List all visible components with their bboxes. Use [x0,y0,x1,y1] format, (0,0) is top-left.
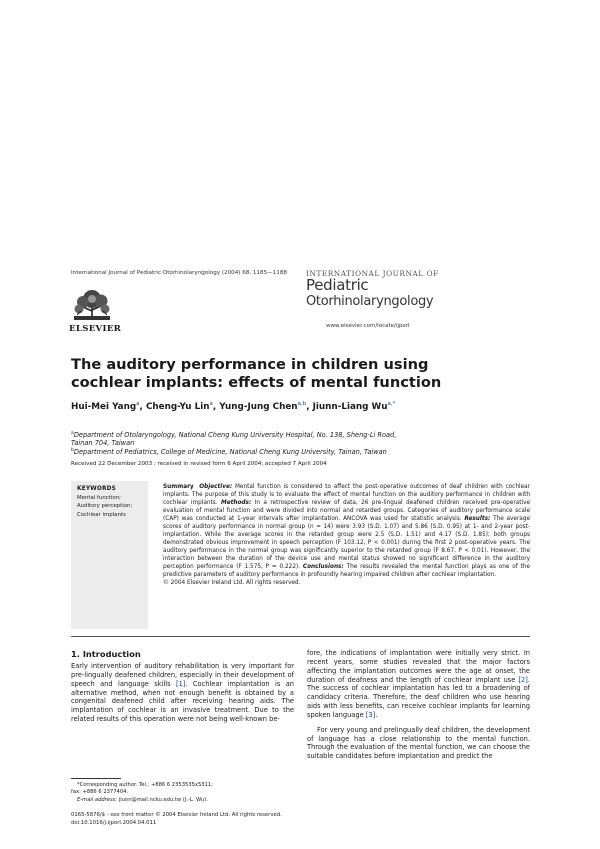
ref-link-3[interactable]: [3] [365,710,376,719]
author-affil-sup[interactable]: a,* [387,401,396,407]
results-text: The average scores of auditory performance in normal group (n = 14) were 3.93 (S.D. 1.07) and 5.86 (S.D. 0.95) at 1- and 2-year post-implantation. While the average scores in the retarded group were 2.5 (S.D. 1.51) and 4.17 (S.D. 1.85); both groups demonstrated obvious improvement in speech perception (F 103.12, P < 0.001) during the first 2 post-operative years. The auditory performance in the normal group was significantly superior to the retarded group (F 8.67, P < 0.01). However, the interaction between the duration of the device use and mental status showed no significant difference in the auditory perception performance (F 1.575, P = 0.222). [163,516,531,570]
author-affil-sup[interactable]: a [209,401,213,407]
doi-line[interactable]: doi:10.1016/j.ijporl.2004.04.011 [71,820,157,826]
intro-right-column [307,649,530,761]
results-label: Results: [464,516,491,522]
affil-sup: a [71,431,74,436]
article-title [71,356,441,392]
author-name: Yung-Jung Chen [219,402,298,412]
journal-title-small: INTERNATIONAL JOURNAL OF [306,269,439,278]
journal-title-line1: Pediatric [306,276,369,294]
keyword-item: Mental function; [77,495,121,501]
intro-heading: 1. Introduction [71,649,141,659]
author-name: Hui-Mei Yang [71,402,137,412]
affil-sup: b [71,448,74,453]
elsevier-tree-logo [71,289,113,321]
affiliation-b [71,447,471,456]
affil-line: Department of Otolaryngology, National Cheng Kung University Hospital, No. 138, Sheng-Li Road, [73,431,397,439]
keywords-box [71,481,148,629]
email-address[interactable]: jiunn@mail.ncku.edu.tw (J.-L. Wu). [118,797,208,803]
abstract [163,483,530,587]
title-line-1: The auditory performance in children using [71,356,429,373]
journal-citation: International Journal of Pediatric Otorhinolaryngology (2004) 68, 1185—1188 [71,270,287,276]
intro-text: . [375,710,378,719]
journal-title-line2: Otorhinolaryngology [306,294,434,309]
methods-text: In a retrospective review of data, 26 pre-lingual deafened children received pre-operative evaluation of mental function and were divided into normal and retarded groups. Categories of auditory performance scale (CAP) was conducted at 1-year intervals after implantation. ANCOVA was used for statistic analysis. [163,500,531,522]
keyword-item: Cochlear implants [77,511,126,518]
publisher-name: ELSEVIER [69,324,122,334]
conclusions-text: The results revealed the mental function plays as one of the predictive parameters of auditory performance in profoundly hearing impaired children after cochlear implantation. [163,564,531,578]
author-list: Hui-Mei Yang$^a$, Cheng-Yu Lin$^a$, Yung-Jung Chen$^{a,b}$, Jiunn-Liang $Wu^{a,*}$ [71,401,396,412]
footnote-rule [71,778,121,779]
ref-link-1[interactable]: [1] [175,679,186,688]
intro-left-column [71,662,294,724]
author-name: Jiunn-Liang Wu [312,402,388,412]
intro-text: . The success of cochlear implantation has led to a broadening of candidacy criteria. Therefore, the deaf children who use hearing aids with less benefits, can receive cochlear implants for learning spoken language [307,675,530,719]
footnote-corresponding: *Corresponding author. Tel.: +886 6 2353535x5311; [77,782,213,788]
intro-text: . Cochlear implantation is an alternative method, when not enough benefit is obtained by a congenital deafened child after receiving hearing aids. The implantation of cochlear is an invasive treatment. Due to the related results of this operation were not being well-known be- [71,679,294,724]
email-label: E-mail address: [77,797,118,803]
affiliation-a [71,430,471,447]
affil-line: Department of Pediatrics, College of Medicine, National Cheng Kung University, Tainan, Taiwan [73,448,387,456]
title-line-2: cochlear implants: effects of mental function [71,374,442,391]
footnote-email [71,797,208,804]
affil-line: Tainan 704, Taiwan [71,439,135,447]
copyright: © 2004 Elsevier Ireland Ltd. All rights reserved. [163,580,301,586]
author-name: Cheng-Yu Lin [145,402,210,412]
intro-paragraph-2: For very young and prelingually deaf children, the development of language has a close relationship to the mental function. Through the evaluation of the mental function, we can choose the suitable candidates before implantation and predict the [307,725,530,761]
ref-link-2[interactable]: [2] [518,675,528,684]
keywords-heading: KEYWORDS [77,486,117,492]
intro-text: fore, the indications of implantation were initially very strict. In recent years, some studies revealed that the major factors affecting the implantation outcomes were the age at onset, the duration of deafness and the length of cochlear implant use [307,649,530,684]
footnote-fax: fax: +886 6 2377404. [71,789,129,795]
author-affil-sup[interactable]: a,b [297,401,307,407]
section-divider [71,636,530,637]
keyword-item: Auditory perception; [77,503,133,510]
methods-label: Methods: [221,500,252,506]
journal-url[interactable]: www.elsevier.com/locate/ijporl [326,323,410,329]
objective-text: Mental function is considered to affect the post-operative outcomes of deaf children with cochlear implants. The purpose of this study is to evaluate the effect of mental function on the auditory performance in children with cochlear implants. [163,484,531,506]
author-affil-sup[interactable]: a [136,401,140,407]
objective-label: Objective: [199,484,233,490]
received-dates: Received 22 December 2003 ; received in revised form 6 April 2004; accepted 7 April 2004 [71,461,327,467]
summary-label: Summary [163,484,194,490]
issn-line: 0165-5876/$ - see front matter © 2004 Elsevier Ireland Ltd. All rights reserved. [71,812,282,818]
conclusions-label: Conclusions: [302,564,344,570]
intro-text: Early intervention of auditory rehabilitation is very important for pre-lingually deafened children, especially in their development of speech and language skills [71,662,294,688]
